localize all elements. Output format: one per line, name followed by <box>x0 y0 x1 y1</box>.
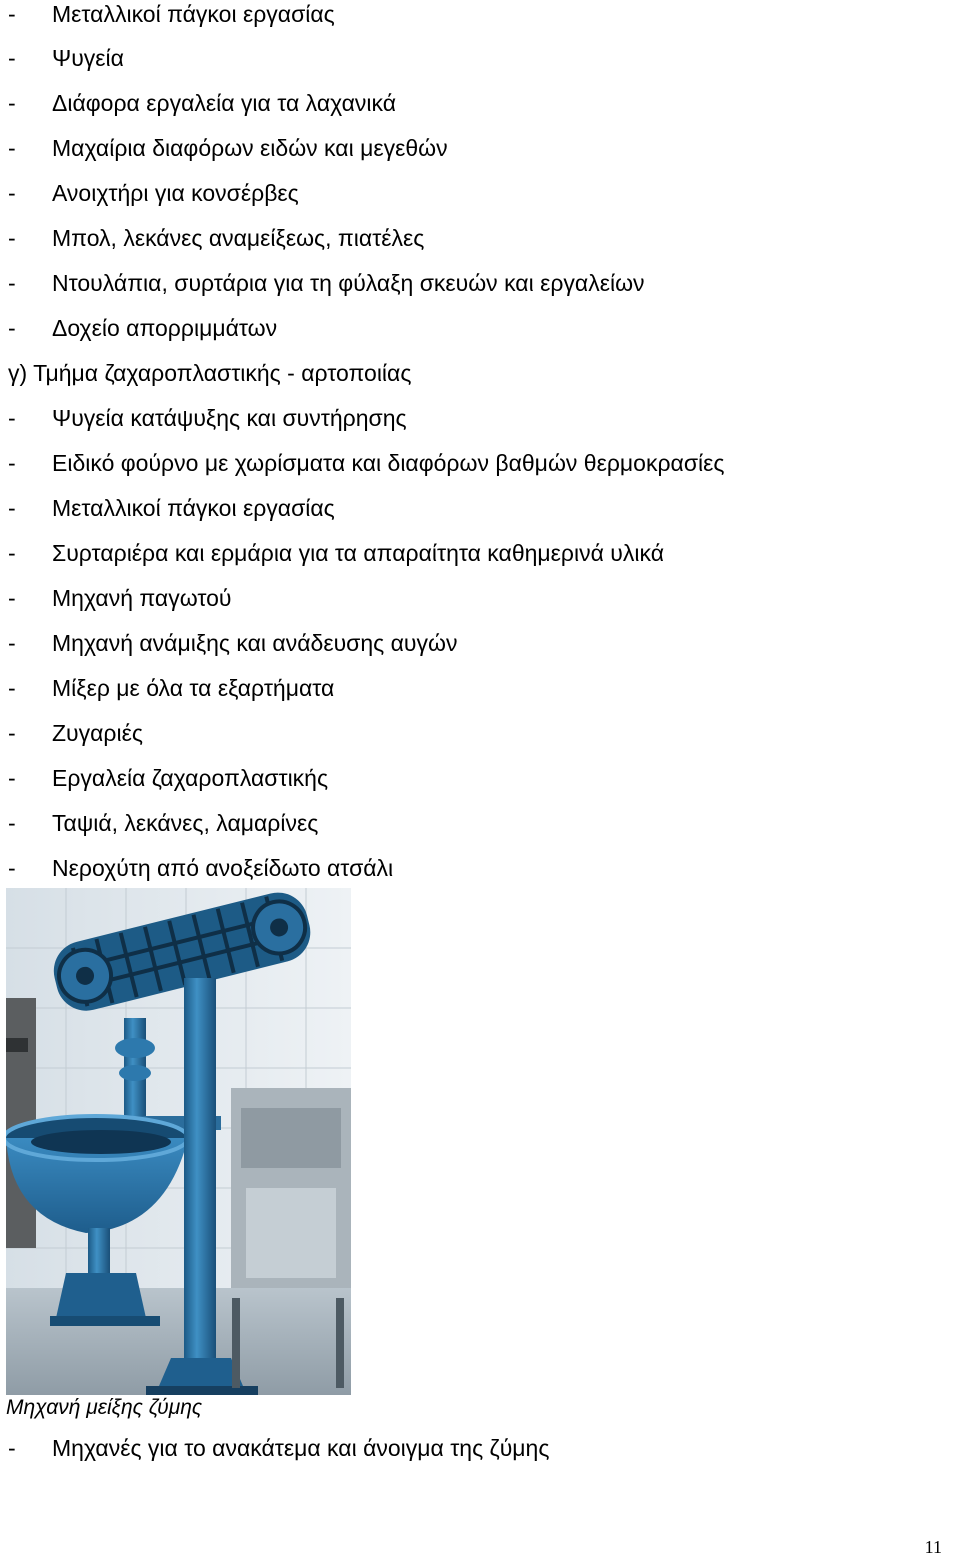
bullet-dash: - <box>8 855 16 881</box>
bullet-dash: - <box>8 405 16 431</box>
list-item-text: Ταψιά, λεκάνες, λαμαρίνες <box>52 810 319 836</box>
bullet-dash: - <box>8 225 16 251</box>
list-item-text: Διάφορα εργαλεία για τα λαχανικά <box>52 90 397 116</box>
bullet-dash: - <box>8 495 16 521</box>
bullet-dash: - <box>8 90 16 116</box>
bullet-dash: - <box>8 315 16 341</box>
list-item-text: Μαχαίρια διαφόρων ειδών και μεγεθών <box>52 135 448 161</box>
list-item-text: Ψυγεία κατάψυξης και συντήρησης <box>52 405 407 431</box>
list-item-text: Μίξερ με όλα τα εξαρτήματα <box>52 675 335 701</box>
list-item-text: Ζυγαριές <box>52 720 143 746</box>
list-item-text: Μηχανή ανάμιξης και ανάδευσης αυγών <box>52 630 458 656</box>
bullet-dash: - <box>8 180 16 206</box>
bullet-dash: - <box>8 765 16 791</box>
bullet-dash: - <box>8 450 16 476</box>
bullet-dash: - <box>8 675 16 701</box>
dough-mixer-photo <box>6 888 351 1395</box>
bullet-dash: - <box>8 630 16 656</box>
list-item-text: Δοχείο απορριμμάτων <box>52 315 278 341</box>
bullet-dash: - <box>8 135 16 161</box>
list-item-text: Μεταλλικοί πάγκοι εργασίας <box>52 1 335 27</box>
bullet-dash: - <box>8 1 16 27</box>
bullet-dash: - <box>8 810 16 836</box>
bullet-dash: - <box>8 720 16 746</box>
bullet-dash: - <box>8 540 16 566</box>
list-item-text: Μηχανή παγωτού <box>52 585 232 611</box>
section-heading: γ) Τμήμα ζαχαροπλαστικής - αρτοποιίας <box>8 360 412 386</box>
photo-caption: Μηχανή μείξης ζύμης <box>6 1396 203 1419</box>
bullet-dash: - <box>8 45 16 71</box>
list-item-text: Ντουλάπια, συρτάρια για τη φύλαξη σκευών και εργαλείων <box>52 270 645 296</box>
list-item-text: Ανοιχτήρι για κονσέρβες <box>52 180 299 206</box>
list-item-text: Εργαλεία ζαχαροπλαστικής <box>52 765 329 791</box>
list-item-text: Μηχανές για το ανακάτεμα και άνοιγμα της ζύμης <box>52 1435 550 1461</box>
list-item-text: Ειδικό φούρνο με χωρίσματα και διαφόρων βαθμών θερμοκρασίες <box>52 450 725 476</box>
page-number: 11 <box>924 1537 942 1557</box>
list-item-text: Ψυγεία <box>52 45 124 71</box>
bullet-dash: - <box>8 1435 16 1461</box>
list-item-text: Νεροχύτη από ανοξείδωτο ατσάλι <box>52 855 394 881</box>
list-item-text: Μεταλλικοί πάγκοι εργασίας <box>52 495 335 521</box>
list-item-text: Συρταριέρα και ερμάρια για τα απαραίτητα καθημερινά υλικά <box>52 540 664 566</box>
list-item-text: Μπολ, λεκάνες αναμείξεως, πιατέλες <box>52 225 425 251</box>
bullet-dash: - <box>8 585 16 611</box>
bullet-dash: - <box>8 270 16 296</box>
